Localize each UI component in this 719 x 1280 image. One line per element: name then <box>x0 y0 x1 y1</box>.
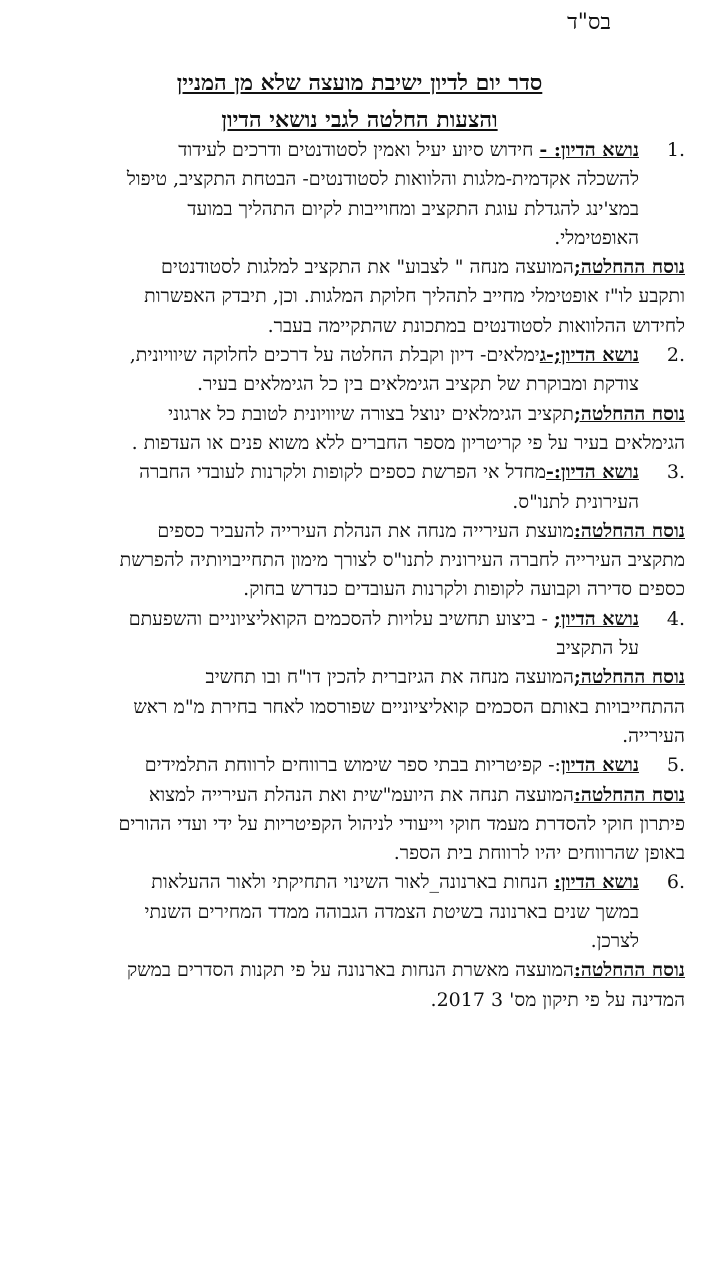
agenda-item <box>110 458 685 604</box>
decision-text: מועצת העירייה מנחה את הנהלת העירייה להעביר כספים מתקציב העירייה לחברה העירונית לתנו"ס לצורך מימון התחייבויותיה להפרשת כספים סדירה וקבועה לקופות ולקרנות העובדים כנדרש בחוק. <box>119 519 685 601</box>
decision-label: נוסח ההחלטה: <box>573 783 685 806</box>
decision-text: המועצה תנחה את היועמ"שית ואת הנהלת העירייה למצוא פיתרון חוקי להסדרת מעמד חוקי וייעודי לניהול הקפיטריות על ידי ועדי ההורים באופן שהרווחים יהיו לרווחת בית הספר. <box>118 783 685 865</box>
decision-label: נוסח ההחלטה; <box>573 402 685 425</box>
topic-text: :- קפיטריות בבתי ספר שימוש ברווחים לרווחת התלמידים <box>144 754 561 777</box>
item-number: 2. <box>666 344 685 367</box>
agenda-item <box>110 751 685 868</box>
item-topic <box>110 868 685 956</box>
item-topic <box>110 751 685 780</box>
item-topic <box>110 136 685 253</box>
item-topic <box>110 341 685 400</box>
item-number: 1. <box>666 139 685 161</box>
decision-label: נוסח ההחלטה: <box>573 959 685 982</box>
topic-label: נושא הדיון <box>560 754 639 777</box>
item-decision <box>110 253 685 341</box>
agenda-item <box>110 605 685 751</box>
decision-text: המועצה מנחה את הגיזברית להכין דו"ח ובו תחשיב ההתחייבויות באותם הסכמים קואליציוניים שפורסמו לאחר בחירת מ"מ ראש העירייה. <box>133 666 685 747</box>
topic-label: נושא הדיון: <box>553 871 639 894</box>
item-number: 5. <box>666 754 685 777</box>
document-title: סדר יום לדיון ישיבת מועצה שלא מן המניין <box>176 70 543 96</box>
item-decision <box>110 400 685 459</box>
item-topic <box>110 605 685 664</box>
item-decision <box>110 517 685 605</box>
topic-label: נושא הדיון: - <box>539 139 639 161</box>
item-number: 4. <box>666 607 685 630</box>
item-decision <box>110 956 685 1015</box>
decision-label: נוסח ההחלטה: <box>573 519 685 542</box>
agenda-list <box>110 136 685 1015</box>
topic-text: מחדל אי הפרשת כספים לקופות ולקרנות לעובדי החברה העירונית לתנו"ס. <box>139 461 639 513</box>
decision-text: המועצה מאשרת הנחות בארנונה על פי תקנות הסדרים במשק המדינה על פי תיקון מס' 3 2017. <box>126 959 685 1011</box>
topic-text: הנחות בארנונה_לאור השינוי התחיקתי ולאור ההעלאות במשך שנים בארנונה בשיטת הצמדה הגבוהה ממדד המחירים השנתי לצרכן. <box>144 871 639 953</box>
topic-label: נושא הדיון:- <box>546 461 639 484</box>
topic-label: נושא הדיון;-ג <box>539 344 639 367</box>
item-topic <box>110 458 685 517</box>
decision-label: נוסח ההחלטה; <box>573 666 685 689</box>
decision-text: תקציב הגימלאים ינוצל בצורה שיוויונית לטובת כל ארגוני הגימלאים בעיר על פי קריטריון מספר החברים ללא משוא פנים או העדפות . <box>131 402 685 454</box>
topic-text: - ביצוע תחשיב עלויות להסכמים הקואליציוניים והשפעתם על התקציב <box>128 607 639 660</box>
topic-label: נושא הדיון; <box>553 607 639 630</box>
agenda-item <box>110 136 685 341</box>
decision-label: נוסח ההחלטה; <box>573 256 685 279</box>
item-number: 6. <box>666 871 685 894</box>
topic-text: חידוש סיוע יעיל ואמין לסטודנטים ודרכים לעידוד להשכלה אקדמית-מלגות והלוואות לסטודנטים- הבטחת התקציב, טיפול במצ'ינג להגדלת עוגת התקציב ומחוייבות לקיום התהליך במועד האופטימלי. <box>126 139 639 249</box>
item-number: 3. <box>666 461 685 484</box>
document-subtitle: והצעות החלטה לגבי נושאי הדיון <box>221 107 498 133</box>
item-decision <box>110 663 685 751</box>
agenda-item <box>110 868 685 1014</box>
item-decision <box>110 781 685 869</box>
header-mark: בס"ד <box>567 10 611 35</box>
topic-text: ימלאים- דיון וקבלת החלטה על דרכים לחלוקה שיוויונית, צודקת ומבוקרת של תקציב הגימלאים בין כל הגימלאים בעיר. <box>129 344 639 396</box>
decision-text: המועצה מנחה " לצבוע" את התקציב למלגות לסטודנטים ותקבע לו"ז אופטימלי מחייב לתהליך חלוקת המלגות. וכן, תיבדק האפשרות לחידוש ההלוואות לסטודנטים במתכונת שהתקיימה בעבר. <box>144 256 685 337</box>
agenda-item <box>110 341 685 458</box>
